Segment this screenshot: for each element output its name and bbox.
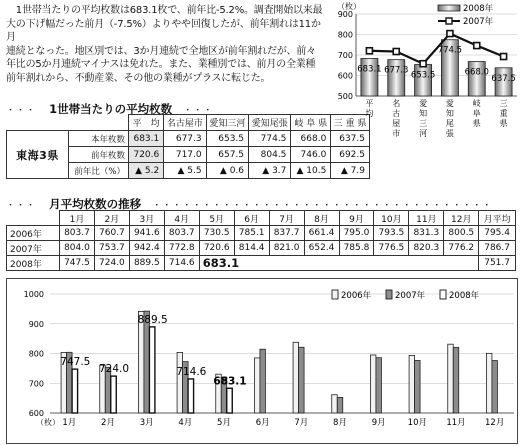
table-cell: 837.7 bbox=[269, 226, 304, 241]
y-tick-label: 700 bbox=[28, 379, 44, 389]
column-header: 1月 bbox=[60, 211, 95, 226]
table-cell: 795.4 bbox=[479, 226, 516, 241]
bar-data-label: 668.0 bbox=[464, 67, 489, 78]
table-cell: 653.5 bbox=[206, 131, 248, 147]
x-tick-label: 愛知尾張 bbox=[445, 99, 454, 138]
column-header: 月平均 bbox=[479, 211, 516, 226]
column-header: 三 重 県 bbox=[331, 115, 370, 131]
column-header: 7月 bbox=[269, 211, 304, 226]
bar-2006年 bbox=[332, 395, 338, 413]
table-row bbox=[7, 241, 516, 256]
bar-2006年 bbox=[486, 353, 492, 413]
intro-line: 連続となった。地区別では、3か月連続で全地区が前年割れだが、前々 bbox=[6, 45, 316, 57]
year-label: 2007年 bbox=[7, 241, 60, 256]
table-cell: 820.3 bbox=[409, 241, 444, 256]
bar-data-label: 683.1 bbox=[357, 64, 382, 75]
legend-label-2006年: 2006年 bbox=[341, 291, 372, 301]
x-tick-label: 1月 bbox=[62, 418, 77, 428]
column-header: 愛知尾張 bbox=[249, 115, 291, 131]
region-chart bbox=[334, 0, 520, 192]
bar-2007年 bbox=[376, 358, 382, 413]
row-label: 本年枚数 bbox=[69, 131, 129, 147]
bar-2007年 bbox=[337, 397, 343, 413]
x-tick-label: 5月 bbox=[217, 418, 231, 428]
bar-2008年 bbox=[111, 376, 117, 413]
table-cell: 661.4 bbox=[304, 226, 339, 241]
y-tick-label: 800 bbox=[337, 30, 353, 40]
line-marker-2007 bbox=[501, 54, 507, 60]
y-axis-unit: （枚） bbox=[337, 2, 361, 11]
bar-2007年 bbox=[144, 311, 150, 413]
column-header: 4月 bbox=[164, 211, 199, 226]
year-label: 2006年 bbox=[7, 226, 60, 241]
y-tick-label: 600 bbox=[28, 409, 44, 418]
table-cell: 720.6 bbox=[129, 147, 164, 163]
table-row bbox=[7, 131, 370, 147]
x-tick-label: 10月 bbox=[407, 418, 427, 428]
table-cell: 786.7 bbox=[479, 241, 516, 256]
table-row bbox=[7, 226, 516, 241]
y-tick-label: 900 bbox=[28, 319, 44, 329]
table-cell: 724.0 bbox=[94, 256, 129, 271]
table-header-row bbox=[7, 211, 516, 226]
region-label: 東海3県 bbox=[7, 131, 69, 179]
bar-data-label: 683.1 bbox=[213, 375, 247, 388]
table-cell: ▲ 5.5 bbox=[164, 163, 206, 179]
x-tick-label: 岐阜県 bbox=[472, 99, 481, 128]
bar-2006年 bbox=[254, 358, 260, 413]
column-header: 11月 bbox=[409, 211, 444, 226]
table-cell: ▲ 7.9 bbox=[331, 163, 370, 179]
table-cell: 692.5 bbox=[331, 147, 370, 163]
table-cell: 804.0 bbox=[60, 241, 95, 256]
legend-label-2008: 2008年 bbox=[463, 4, 494, 14]
x-tick-label: 4月 bbox=[178, 418, 193, 428]
table-cell: 753.7 bbox=[94, 241, 129, 256]
table-cell: 714.6 bbox=[164, 256, 199, 271]
monthly-average-table bbox=[6, 210, 516, 271]
y-axis-unit: （枚） bbox=[36, 418, 60, 427]
bar-data-label: 714.6 bbox=[176, 365, 207, 378]
bar-2008年 bbox=[227, 388, 233, 413]
bar-2007年 bbox=[453, 347, 459, 413]
table-cell: 776.2 bbox=[444, 241, 479, 256]
section-heading-monthly: ・・・ 月平均枚数の推移 ・・・・・・・・・・・・・・・・・・・・・・・・・・・・・・・・・・ bbox=[6, 197, 493, 211]
y-tick-label: 700 bbox=[337, 51, 353, 60]
x-tick-label: 3月 bbox=[139, 418, 154, 428]
x-tick-label: 名古屋市 bbox=[392, 99, 401, 138]
column-header: 名古屋市 bbox=[164, 115, 206, 131]
table-cell: 668.0 bbox=[291, 131, 331, 147]
legend-label-2007: 2007年 bbox=[463, 17, 494, 27]
table-cell: 774.5 bbox=[249, 131, 291, 147]
region-average-table bbox=[6, 114, 370, 179]
column-header: 8月 bbox=[304, 211, 339, 226]
table-cell: 730.5 bbox=[199, 226, 234, 241]
bar-2006年 bbox=[370, 355, 376, 413]
x-tick-label: 三重県 bbox=[499, 99, 508, 128]
table-cell: 785.8 bbox=[339, 241, 374, 256]
table-row bbox=[7, 256, 516, 271]
legend-label-2008年: 2008年 bbox=[449, 291, 480, 301]
table-cell: 941.6 bbox=[129, 226, 164, 241]
section-title: 1世帯当たりの平均枚数 bbox=[49, 102, 173, 116]
x-tick-label: 7月 bbox=[294, 418, 309, 428]
table-cell: 795.0 bbox=[339, 226, 374, 241]
x-tick-label: 8月 bbox=[333, 418, 347, 428]
legend-swatch-2008年 bbox=[440, 290, 446, 299]
table-cell-current: 683.1 bbox=[199, 256, 479, 271]
bar-data-label: 774.5 bbox=[437, 45, 463, 56]
legend-label-2007年: 2007年 bbox=[395, 291, 426, 301]
bar-2008年 bbox=[188, 379, 194, 413]
bar-2008年 bbox=[149, 327, 155, 413]
table-cell: 652.4 bbox=[304, 241, 339, 256]
table-cell: 657.5 bbox=[206, 147, 248, 163]
column-header: 平 均 bbox=[129, 115, 164, 131]
row-label: 前年比（%） bbox=[69, 163, 129, 179]
column-header: 10月 bbox=[374, 211, 409, 226]
x-tick-label: 9月 bbox=[371, 418, 386, 428]
bar-data-label: 677.3 bbox=[384, 65, 409, 76]
bar-data-label: 889.5 bbox=[137, 313, 168, 326]
table-cell: ▲ 3.7 bbox=[249, 163, 291, 179]
table-cell: 942.4 bbox=[129, 241, 164, 256]
y-tick-label: 900 bbox=[337, 10, 353, 19]
column-header: 2月 bbox=[94, 211, 129, 226]
bar-2008年 bbox=[72, 369, 78, 413]
table-cell: 677.3 bbox=[164, 131, 206, 147]
x-tick-label: 愛知三河 bbox=[419, 99, 428, 138]
table-cell: 751.7 bbox=[479, 256, 516, 271]
intro-line: 大の下げ幅だった前月（-7.5%）よりやや回復したが、前年割れは11か月 bbox=[6, 18, 321, 44]
column-header: 3月 bbox=[129, 211, 164, 226]
section-heading-average: ・・・ 1世帯当たりの平均枚数 ・・・ bbox=[6, 102, 214, 116]
column-header: 9月 bbox=[339, 211, 374, 226]
legend-swatch-2006年 bbox=[332, 290, 338, 299]
intro-paragraph bbox=[6, 4, 330, 86]
column-header: 5月 bbox=[199, 211, 234, 226]
table-cell: 720.6 bbox=[199, 241, 234, 256]
bar-2007年 bbox=[492, 361, 498, 413]
bar-2007年 bbox=[260, 349, 266, 413]
y-tick-label: 1000 bbox=[23, 290, 44, 299]
table-cell: 803.7 bbox=[164, 226, 199, 241]
bar-2006年 bbox=[177, 352, 183, 413]
line-2007 bbox=[369, 34, 503, 64]
bar-2006年 bbox=[448, 344, 454, 413]
column-header: 12月 bbox=[444, 211, 479, 226]
table-cell: ▲ 5.2 bbox=[129, 163, 164, 179]
bar-data-label: 747.5 bbox=[60, 356, 91, 369]
table-cell: 793.5 bbox=[374, 226, 409, 241]
line-marker-2007 bbox=[447, 31, 453, 37]
table-cell: 889.5 bbox=[129, 256, 164, 271]
intro-line: 1世帯当たりの平均枚数は683.1枚で、前年比-5.2%。調査開始以来最 bbox=[6, 5, 323, 16]
row-label: 前年枚数 bbox=[69, 147, 129, 163]
monthly-chart bbox=[6, 278, 518, 444]
table-cell: 772.8 bbox=[164, 241, 199, 256]
table-cell: 831.3 bbox=[409, 226, 444, 241]
bar-data-label: 724.0 bbox=[98, 363, 130, 376]
x-tick-label: 平均 bbox=[365, 99, 374, 118]
table-header-row bbox=[7, 115, 370, 131]
table-cell: 800.5 bbox=[444, 226, 479, 241]
table-cell: 803.7 bbox=[60, 226, 95, 241]
line-marker-2007 bbox=[366, 48, 372, 54]
legend-swatch-2007年 bbox=[386, 290, 392, 299]
table-cell: 717.0 bbox=[164, 147, 206, 163]
bar-data-label: 653.5 bbox=[410, 70, 436, 81]
section-title: 月平均枚数の推移 bbox=[49, 197, 142, 211]
x-tick-label: 2月 bbox=[101, 418, 115, 428]
table-cell: 804.5 bbox=[249, 147, 291, 163]
table-cell: ▲ 10.5 bbox=[291, 163, 331, 179]
table-cell: 821.0 bbox=[269, 241, 304, 256]
bar-2007年 bbox=[415, 360, 421, 413]
line-marker-2007 bbox=[474, 43, 480, 49]
table-cell: 785.1 bbox=[234, 226, 269, 241]
column-header: 6月 bbox=[234, 211, 269, 226]
x-tick-label: 6月 bbox=[255, 418, 270, 428]
intro-line: 前年割れから、不動産業、その他の業種がプラスに転じた。 bbox=[6, 72, 271, 84]
bar-2006年 bbox=[138, 311, 144, 413]
table-cell: 814.4 bbox=[234, 241, 269, 256]
bar-2007年 bbox=[299, 347, 305, 413]
column-header: 岐 阜 県 bbox=[291, 115, 331, 131]
table-cell: 760.7 bbox=[94, 226, 129, 241]
x-tick-label: 11月 bbox=[446, 418, 466, 428]
table-cell: ▲ 0.6 bbox=[206, 163, 248, 179]
y-tick-label: 500 bbox=[337, 92, 353, 101]
bar-2006年 bbox=[409, 355, 415, 413]
legend-marker-2007 bbox=[446, 18, 452, 24]
bar-data-label: 637.5 bbox=[491, 73, 516, 84]
table-cell: 747.5 bbox=[60, 256, 95, 271]
year-label: 2008年 bbox=[7, 256, 60, 271]
y-tick-label: 800 bbox=[28, 349, 44, 359]
line-marker-2007 bbox=[393, 49, 399, 55]
line-marker-2007 bbox=[420, 61, 426, 67]
table-cell: 746.0 bbox=[291, 147, 331, 163]
y-tick-label: 600 bbox=[337, 71, 353, 81]
table-cell: 776.5 bbox=[374, 241, 409, 256]
table-cell: 683.1 bbox=[129, 131, 164, 147]
x-tick-label: 12月 bbox=[485, 418, 505, 428]
table-cell: 637.5 bbox=[331, 131, 370, 147]
legend-swatch-2008 bbox=[438, 5, 460, 11]
bar-2006年 bbox=[293, 342, 299, 413]
column-header: 愛知三河 bbox=[206, 115, 248, 131]
intro-line: 年比の5か月連続マイナスは免れた。また、業種別では、前月の全業種 bbox=[6, 59, 316, 71]
